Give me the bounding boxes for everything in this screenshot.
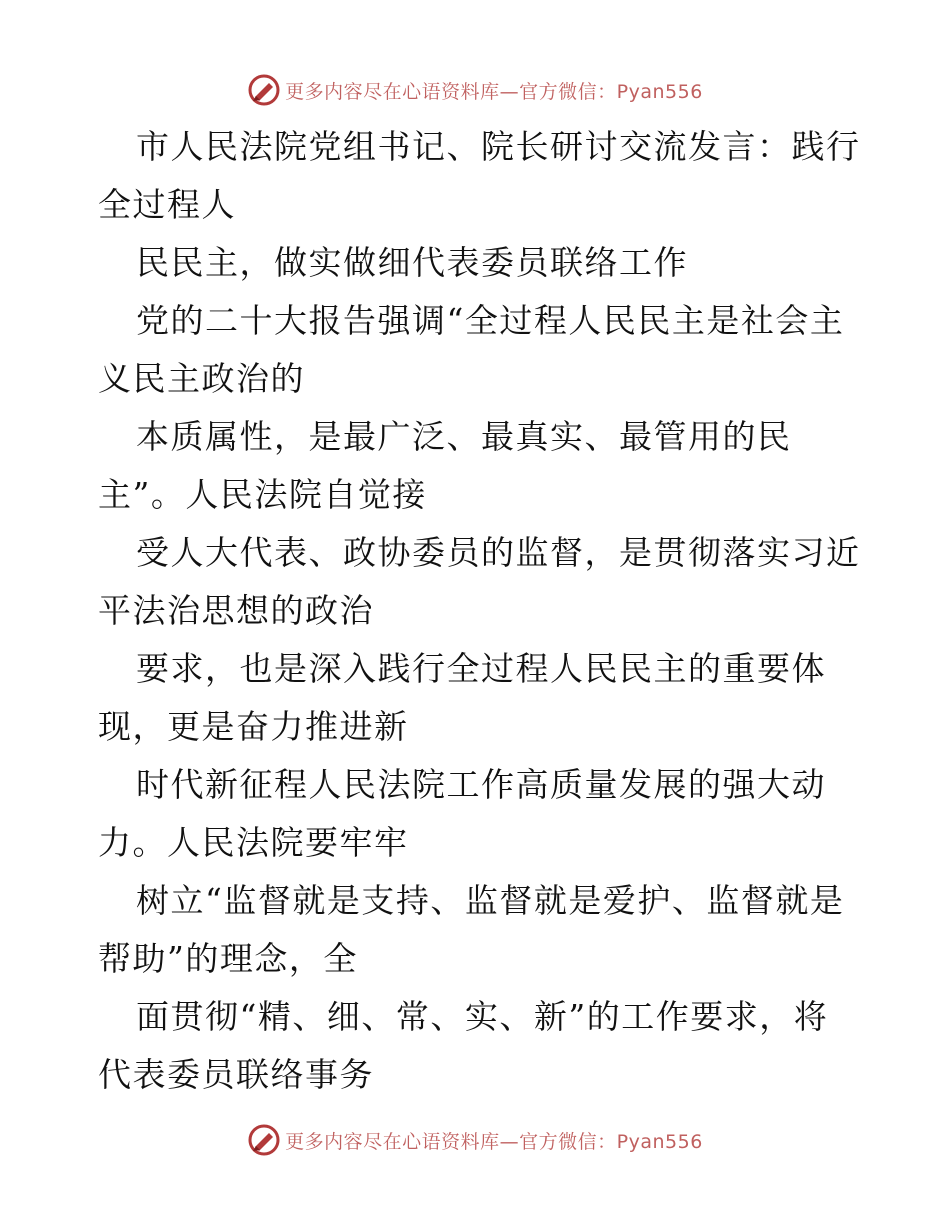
text-line: 时代新征程人民法院工作高质量发展的强大动 (136, 765, 826, 804)
text-line: 帮助”的理念，全 (98, 939, 358, 978)
text-line: 平法治思想的政治 (98, 591, 374, 630)
pen-circle-logo-icon (247, 73, 281, 107)
text-line: 要求，也是深入践行全过程人民民主的重要体 (136, 649, 826, 688)
text-line: 现，更是奋力推进新 (98, 707, 409, 746)
text-line: 树立“监督就是支持、监督就是爱护、监督就是 (136, 881, 845, 920)
text-line: 党的二十大报告强调“全过程人民民主是社会主 (136, 301, 845, 340)
header-banner (0, 70, 950, 110)
text-line: 力。人民法院要牢牢 (98, 823, 409, 862)
text-line: 主”。人民法院自觉接 (98, 475, 427, 514)
text-line: 代表委员联络事务 (98, 1055, 374, 1094)
document-body (98, 118, 861, 1104)
text-line: 受人大代表、政协委员的监督，是贯彻落实习近 (136, 533, 861, 572)
text-line: 义民主政治的 (98, 359, 305, 398)
text-line: 市人民法院党组书记、院长研讨交流发言：践行 (136, 127, 861, 166)
footer-banner-text: 更多内容尽在心语资料库—官方微信：Pyan556 (285, 1130, 703, 1153)
text-line: 全过程人 (98, 185, 236, 224)
footer-banner (0, 1120, 950, 1160)
pen-circle-logo-icon (247, 1123, 281, 1157)
text-line: 本质属性，是最广泛、最真实、最管用的民 (136, 417, 792, 456)
text-line: 面贯彻“精、细、常、实、新”的工作要求，将 (136, 997, 829, 1036)
header-banner-text: 更多内容尽在心语资料库—官方微信：Pyan556 (285, 80, 703, 103)
text-line: 民民主，做实做细代表委员联络工作 (136, 243, 688, 282)
